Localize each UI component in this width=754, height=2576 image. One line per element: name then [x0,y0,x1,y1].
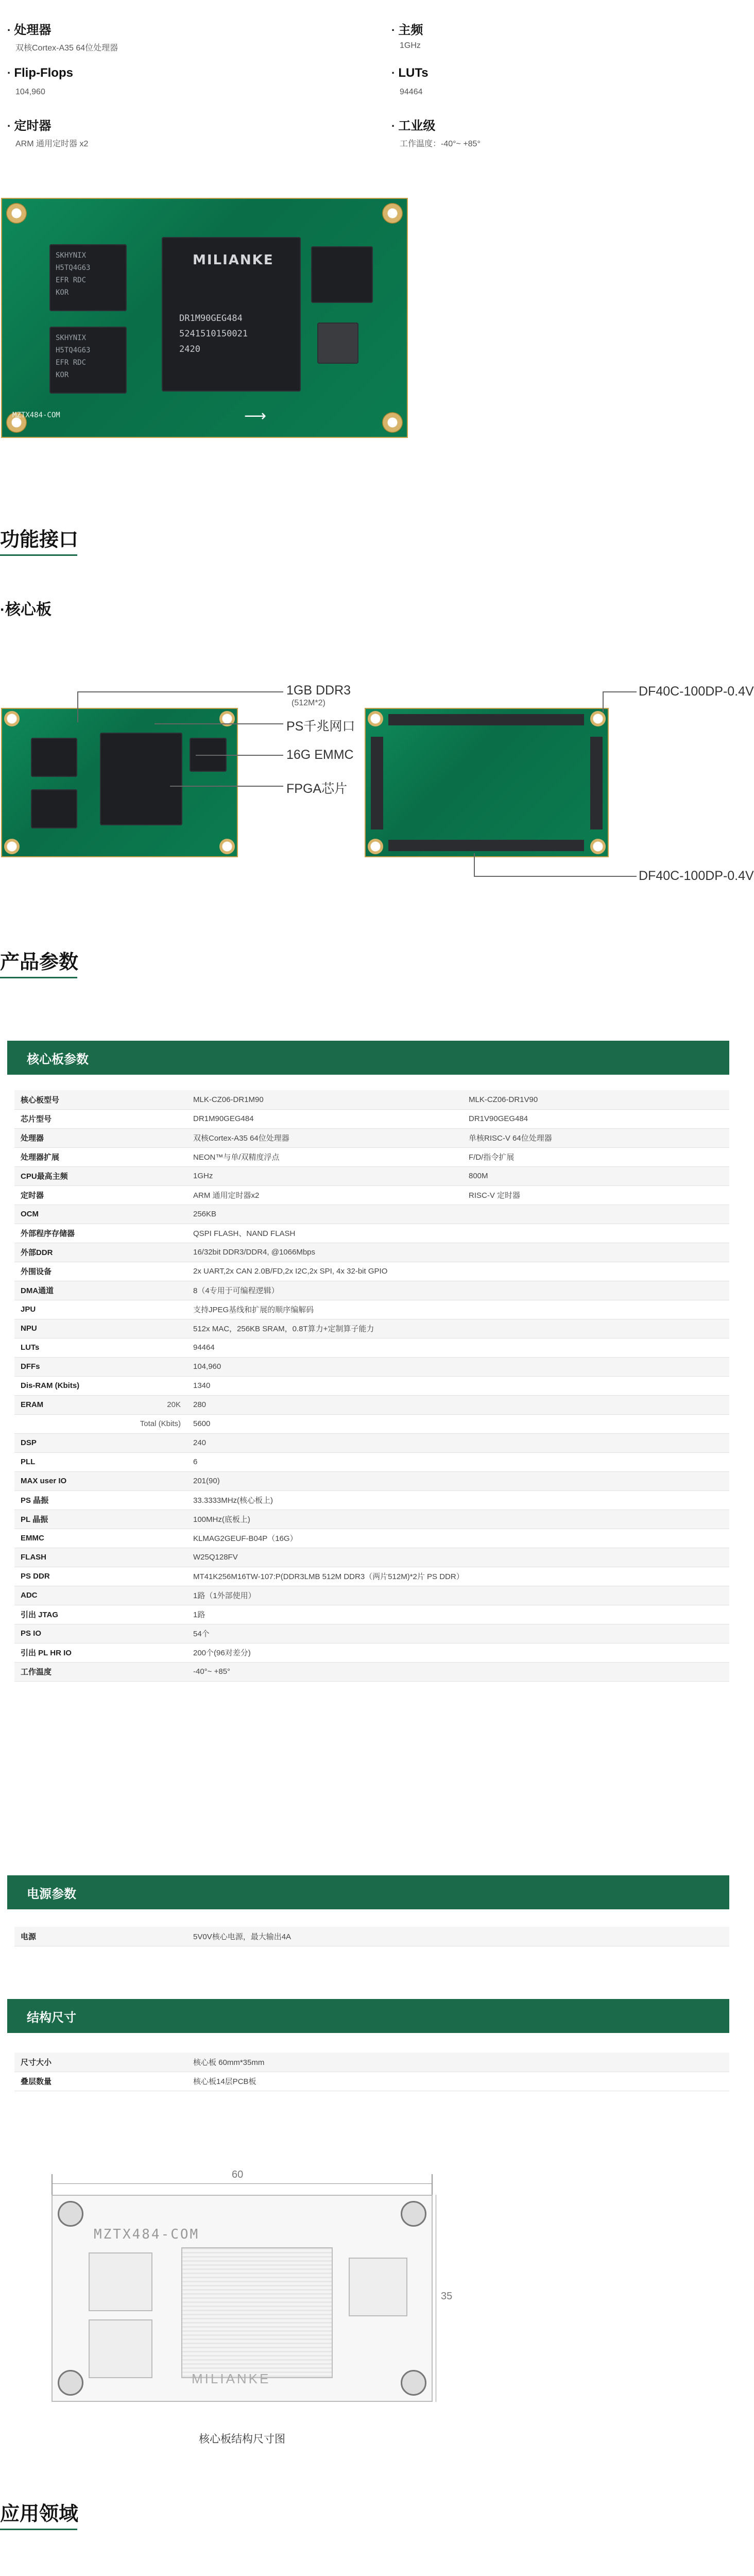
table-row [14,1529,729,1548]
table-row [14,1452,729,1471]
dim-emmc [349,2258,407,2316]
table-cell-a: 94464 [187,1338,729,1357]
table-cell-k: PLL [14,1452,187,1471]
dim-ddr-1 [89,2252,152,2311]
mount-hole [401,2370,426,2396]
table-cell-a: 1340 [187,1376,729,1395]
core-board-photo [1,198,408,438]
table-row [14,1643,729,1662]
table-cell-a: -40°~ +85° [187,1662,729,1681]
table-cell-k: 定时器 [14,1185,187,1205]
table-row [14,1357,729,1376]
table-cell-a: 1路 [187,1605,729,1624]
table-cell-a: 104,960 [187,1357,729,1376]
mount-hole [368,711,383,726]
table-row-value: 核心板 60mm*35mm [187,2053,729,2072]
table-cell-empty [14,1414,112,1433]
table-cell-a: MLK-CZ06-DR1M90 [187,1090,462,1109]
dim-board-outline [52,2195,433,2402]
inductor [317,323,358,364]
core-params-bar: 核心板参数 [7,1041,729,1075]
dim-logo-label: MILIANKE [192,2371,271,2386]
table-cell-a: 2x UART,2x CAN 2.0B/FD,2x I2C,2x SPI, 4x 32-bit GPIO [187,1262,729,1281]
callout-line [196,755,283,756]
feature-title-luts: · LUTs [391,66,429,80]
table-cell-k: 引出 PL HR IO [14,1643,187,1662]
mount-hole [590,711,606,726]
callout-ps-eth: PS千兆网口 [286,719,355,734]
table-cell-k: MAX user IO [14,1471,187,1490]
callout-ddr-sub: (512M*2) [292,699,325,707]
table-cell-a: 16/32bit DDR3/DDR4, @1066Mbps [187,1243,729,1262]
chip-label: EFR RDC [56,359,87,367]
table-cell-a: NEON™与单/双精度浮点 [187,1147,462,1166]
table-cell-a: 6 [187,1452,729,1471]
table-cell-k: JPU [14,1300,187,1319]
table-row-key: 电源 [14,1927,187,1946]
table-row [14,1319,729,1338]
table-cell-k: 处理器 [14,1128,187,1147]
table-cell-k: PS IO [14,1624,187,1643]
table-row [14,1395,729,1414]
table-cell-a: KLMAG2GEUF-B04P（16G） [187,1529,729,1548]
struct-params-table [14,2053,729,2091]
table-row-key: 叠层数量 [14,2072,187,2091]
callout-line [474,853,475,877]
callout-line [474,876,637,877]
table-cell-k: 处理器扩展 [14,1147,187,1166]
table-row [14,1205,729,1224]
mount-hole [219,839,235,854]
feature-value-cpu: 双核Cortex-A35 64位处理器 [15,44,118,53]
table-cell-sub: 20K [112,1395,187,1414]
chip-logo-text: MILIANKE [193,252,274,268]
table-row [14,1147,729,1166]
table-row [14,1510,729,1529]
feature-value-industrial: 工作温度：-40°~ +85° [400,140,481,148]
connector-right [590,737,603,829]
section-underline [0,554,77,556]
table-row [14,1338,729,1357]
ddr-chip-2 [49,327,127,394]
table-cell-k: DSP [14,1433,187,1452]
emmc-chip [311,246,373,303]
table-cell-a: 1GHz [187,1166,462,1185]
table-cell-a: ARM 通用定时器x2 [187,1185,462,1205]
ddr-chip-2 [31,789,77,828]
section-title-params: 产品参数 [0,952,79,973]
table-cell-k: DMA通道 [14,1281,187,1300]
table-row [14,1376,729,1395]
feature-value-luts: 94464 [400,88,423,96]
table-row [14,1567,729,1586]
table-cell-a: 双核Cortex-A35 64位处理器 [187,1128,462,1147]
table-cell-a: 280 [187,1395,729,1414]
table-cell-sub: Total (Kbits) [112,1414,187,1433]
table-cell-a: 54个 [187,1624,729,1643]
core-board-title: ·核心板 [0,601,52,618]
chip-label: H5TQ4G63 [56,346,91,354]
dim-model-label: MZTX484-COM [94,2227,200,2242]
table-cell-b: MLK-CZ06-DR1V90 [462,1090,729,1109]
callout-line [170,786,283,787]
table-cell-a: QSPI FLASH、NAND FLASH [187,1224,729,1243]
core-params-table [14,1090,729,1682]
table-row-value: 核心板14层PCB板 [187,2072,729,2091]
table-cell-a: MT41K256M16TW-107:P(DDR3LMB 512M DDR3（两片512M)*2片 PS DDR） [187,1567,729,1586]
mount-hole [590,839,606,854]
mount-hole [401,2201,426,2227]
table-row [14,1624,729,1643]
table-cell-a: 512x MAC，256KB SRAM，0.8T算力+定制算子能力 [187,1319,729,1338]
table-row [14,1185,729,1205]
table-cell-k: NPU [14,1319,187,1338]
table-row [14,1224,729,1243]
feature-title-industrial: · 工业级 [391,119,436,133]
ddr-chip-1 [49,244,127,311]
mount-hole [4,839,20,854]
chip-label: SKHYNIX [56,251,87,260]
table-row [14,1300,729,1319]
table-cell-k: ERAM [14,1395,112,1414]
table-cell-k: PS 晶振 [14,1490,187,1510]
mount-hole [58,2370,83,2396]
table-cell-k: 芯片型号 [14,1109,187,1128]
feature-title-timer: · 定时器 [7,119,52,133]
chip-label: SKHYNIX [56,334,87,342]
chip-label: H5TQ4G63 [56,264,91,272]
table-cell-k: PL 晶振 [14,1510,187,1529]
section-underline [0,2529,77,2530]
callout-emmc: 16G EMMC [286,748,354,762]
dimension-caption: 核心板结构尺寸图 [199,2433,285,2445]
power-params-table [14,1927,729,1946]
table-row [14,1109,729,1128]
table-cell-b: 单核RISC-V 64位处理器 [462,1128,729,1147]
mount-hole [58,2201,83,2227]
dim-tick [52,2174,53,2195]
callout-line [155,723,283,724]
table-row [14,1490,729,1510]
table-row [14,1166,729,1185]
fpga-main-chip [162,237,301,392]
mount-hole [382,203,403,224]
dim-height-label: 35 [441,2291,453,2302]
callout-line [603,691,604,712]
fpga-main-chip [100,733,182,825]
chip-label: EFR RDC [56,276,87,284]
table-cell-k: PS DDR [14,1567,187,1586]
chip-label: 2420 [179,344,200,354]
table-cell-k: LUTs [14,1338,187,1357]
table-row [14,1090,729,1109]
table-cell-b: RISC-V 定时器 [462,1185,729,1205]
chip-label: 5241510150021 [179,329,248,339]
chip-label: KOR [56,371,69,379]
table-cell-b: 800M [462,1166,729,1185]
table-row [14,1281,729,1300]
connector-left [371,737,383,829]
dimension-drawing [52,2154,453,2406]
table-row-key: 尺寸大小 [14,2053,187,2072]
dim-width-label: 60 [232,2169,244,2180]
power-params-bar: 电源参数 [7,1875,729,1909]
dim-fpga [181,2247,333,2378]
table-row [14,1262,729,1281]
table-cell-a: 256KB [187,1205,729,1224]
table-row [14,1414,729,1433]
feature-value-ff: 104,960 [15,88,45,96]
table-row [14,1548,729,1567]
feature-value-freq: 1GHz [400,41,421,50]
table-cell-k: 核心板型号 [14,1090,187,1109]
table-cell-b: F/D/指令扩展 [462,1147,729,1166]
dim-line-width [52,2183,433,2184]
table-cell-b: DR1V90GEG484 [462,1109,729,1128]
table-cell-k: 外部DDR [14,1243,187,1262]
table-cell-a: 33.3333MHz(核心板上) [187,1490,729,1510]
board-model-label: MZTX484-COM [12,411,60,419]
callout-ddr: 1GB DDR3 [286,683,351,698]
callout-line [603,691,637,692]
table-row [14,1433,729,1452]
table-row [14,1471,729,1490]
table-cell-k: CPU最高主频 [14,1166,187,1185]
table-cell-k: 外部程序存储器 [14,1224,187,1243]
callout-line [77,691,78,722]
mount-hole [382,412,403,433]
callout-connector-bottom: DF40C-100DP-0.4V [639,869,754,883]
table-row-value: 5V0V核心电源，最大输出4A [187,1927,729,1946]
callout-fpga: FPGA芯片 [286,782,348,796]
table-cell-a: 1路（1外部使用） [187,1586,729,1605]
feature-title-freq: · 主频 [391,23,423,37]
table-cell-a: 支持JPEG基线和扩展的顺序编解码 [187,1300,729,1319]
table-cell-k: Dis-RAM (Kbits) [14,1376,187,1395]
ddr-chip-1 [31,738,77,777]
table-cell-k: EMMC [14,1529,187,1548]
table-cell-a: 8（4专用于可编程逻辑） [187,1281,729,1300]
dim-tick [432,2174,433,2195]
table-cell-k: DFFs [14,1357,187,1376]
table-cell-a: 240 [187,1433,729,1452]
section-underline [0,977,77,978]
dim-ddr-2 [89,2319,152,2378]
table-row [14,1128,729,1147]
table-row [14,1662,729,1681]
table-row [14,1243,729,1262]
section-title-apps: 应用领域 [0,2503,79,2525]
feature-title-cpu: · 处理器 [7,23,52,37]
callout-connector-top: DF40C-100DP-0.4V [639,684,754,699]
interface-board-back [365,708,609,857]
table-cell-k: 引出 JTAG [14,1605,187,1624]
section-title-interface: 功能接口 [0,529,79,551]
connector-top [388,714,584,725]
table-row [14,1605,729,1624]
struct-params-bar: 结构尺寸 [7,1999,729,2033]
table-cell-k: 外围设备 [14,1262,187,1281]
connector-bottom [388,840,584,851]
table-cell-k: OCM [14,1205,187,1224]
arrow-right-icon: ⟶ [244,408,267,425]
mount-hole [4,711,20,726]
mount-hole [6,203,27,224]
table-cell-k: FLASH [14,1548,187,1567]
mount-hole [368,839,383,854]
table-cell-k: ADC [14,1586,187,1605]
table-cell-a: DR1M90GEG484 [187,1109,462,1128]
table-cell-a: W25Q128FV [187,1548,729,1567]
table-cell-a: 5600 [187,1414,729,1433]
table-cell-a: 100MHz(底板上) [187,1510,729,1529]
feature-value-timer: ARM 通用定时器 x2 [15,140,89,148]
chip-label: DR1M90GEG484 [179,313,243,324]
feature-title-ff: · Flip-Flops [7,66,73,80]
interface-board-front [1,708,238,857]
chip-label: KOR [56,289,69,297]
table-cell-a: 201(90) [187,1471,729,1490]
callout-line [77,691,283,692]
table-row [14,1586,729,1605]
table-cell-a: 200个(96对差分) [187,1643,729,1662]
table-cell-k: 工作温度 [14,1662,187,1681]
